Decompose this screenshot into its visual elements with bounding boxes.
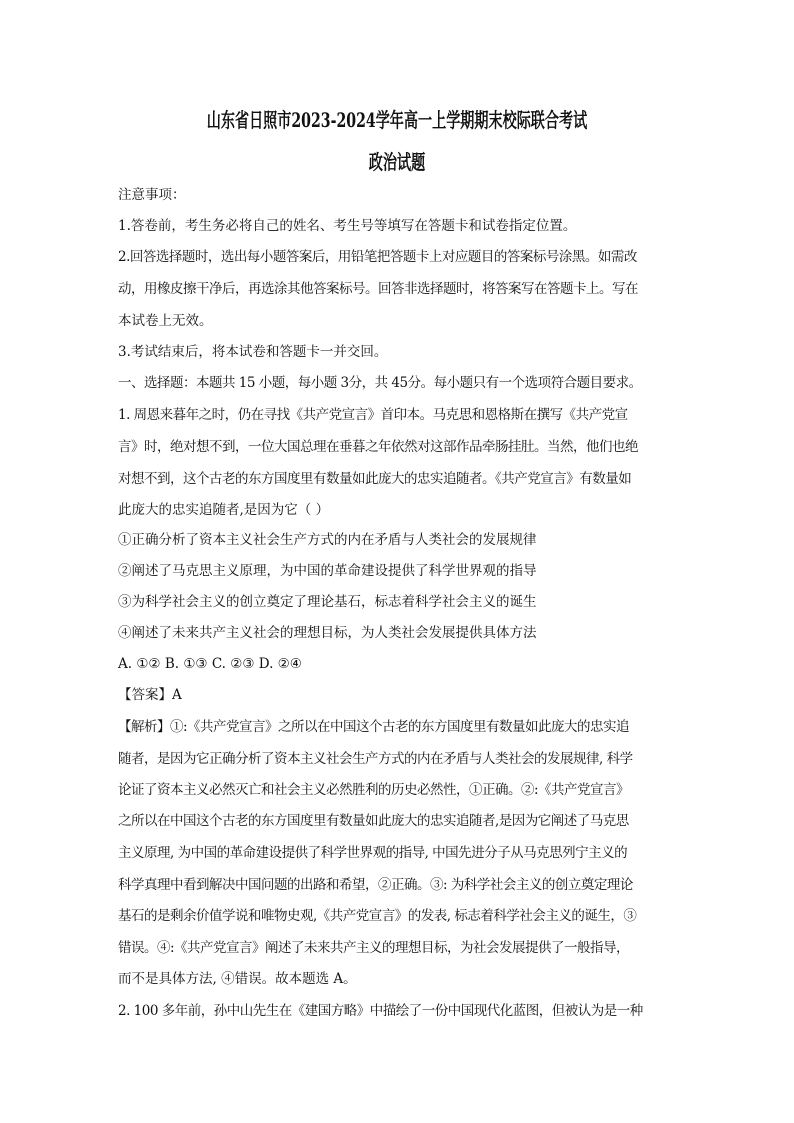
question-1-option-3: ③为科学社会主义的创立奠定了理论基石，标志着科学社会主义的诞生 xyxy=(118,594,537,610)
notice-item-1: 1.答卷前，考生务必将自己的姓名、考生号等填写在答题卡和试卷指定位置。 xyxy=(118,218,577,234)
question-1-explanation-line-9: 而不是具体方法, ④错误。故本题选 A。 xyxy=(118,971,357,987)
question-1-option-4: ④阐述了未来共产主义社会的理想目标，为人类社会发展提供具体方法 xyxy=(118,625,537,641)
question-1-stem-line-3: 对想不到，这个古老的东方国度里有数量如此庞大的忠实追随者。《共产党宣言》有数量如 xyxy=(118,471,632,487)
question-1-option-1: ①正确分析了资本主义社会生产方式的内在矛盾与人类社会的发展规律 xyxy=(118,532,537,548)
question-1-explanation-line-3: 论证了资本主义必然灭亡和社会主义必然胜利的历史必然性，①正确。②:《共产党宣言》 xyxy=(118,782,630,798)
notice-item-2-line-3: 本试卷上无效。 xyxy=(118,313,213,329)
question-1-explanation-line-1: 【解析】①:《共产党宣言》之所以在中国这个古老的东方国度里有数量如此庞大的忠实追 xyxy=(118,719,630,735)
notice-item-2-line-2: 动，用橡皮擦干净后，再选涂其他答案标号。回答非选择题时，将答案写在答题卡上。写在 xyxy=(118,281,638,297)
question-1-answer: 【答案】A xyxy=(118,687,182,703)
exam-title: 山东省日照市2023-2024学年高一上学期期末校际联合考试 xyxy=(206,108,588,132)
question-1-option-2: ②阐述了马克思主义原理，为中国的革命建设提供了科学世界观的指导 xyxy=(118,563,537,579)
question-1-explanation-line-6: 科学真理中看到解决中国问题的出路和希望，②正确。③: 为科学社会主义的创立奠定理论 xyxy=(118,877,633,893)
question-1-stem-line-2: 言》时，绝对想不到，一位大国总理在垂暮之年依然对这部作品牵肠挂肚。当然，他们也绝 xyxy=(118,439,638,455)
question-1-explanation-line-5: 主义原理, 为中国的革命建设提供了科学世界观的指导, 中国先进分子从马克思列宁主义的 xyxy=(118,845,628,861)
question-1-explanation-line-8: 错误。④:《共产党宣言》阐述了未来共产主义的理想目标，为社会发展提供了一般指导， xyxy=(118,940,630,956)
notice-heading: 注意事项： xyxy=(118,187,186,203)
question-1-explanation-line-2: 随者，是因为它正确分析了资本主义社会生产方式的内在矛盾与人类社会的发展规律, 科学 xyxy=(118,751,633,767)
question-1-explanation-line-7: 基石的是剩余价值学说和唯物史观,《共产党宣言》的发表, 标志着科学社会主义的诞生，③ xyxy=(118,908,637,924)
question-1-stem-line-1: 1. 周恩来暮年之时，仍在寻找《共产党宣言》首印本。马克思和恩格斯在撰写《共产党宣 xyxy=(118,407,628,423)
notice-item-2-line-1: 2.回答选择题时，选出每小题答案后，用铅笔把答题卡上对应题目的答案标号涂黑。如需改 xyxy=(118,249,637,265)
exam-subject-title: 政治试题 xyxy=(368,150,426,174)
question-1-explanation-line-4: 之所以在中国这个古老的东方国度里有数量如此庞大的忠实追随者,是因为它阐述了马克思 xyxy=(118,813,629,829)
section-1-heading: 一、选择题：本题共 15 小题，每小题 3分，共 45分。每小题只有一个选项符合题目要求。 xyxy=(118,375,642,391)
question-1-choices: A. ①② B. ①③ C. ②③ D. ②④ xyxy=(118,656,302,672)
question-2-stem-line-1: 2. 100 多年前，孙中山先生在《建国方略》中描绘了一份中国现代化蓝图，但被认为是一种 xyxy=(118,1003,643,1019)
notice-item-3: 3.考试结束后，将本试卷和答题卡一并交回。 xyxy=(118,344,388,360)
question-1-stem-line-4: 此庞大的忠实追随者,是因为它（ ） xyxy=(118,502,330,518)
